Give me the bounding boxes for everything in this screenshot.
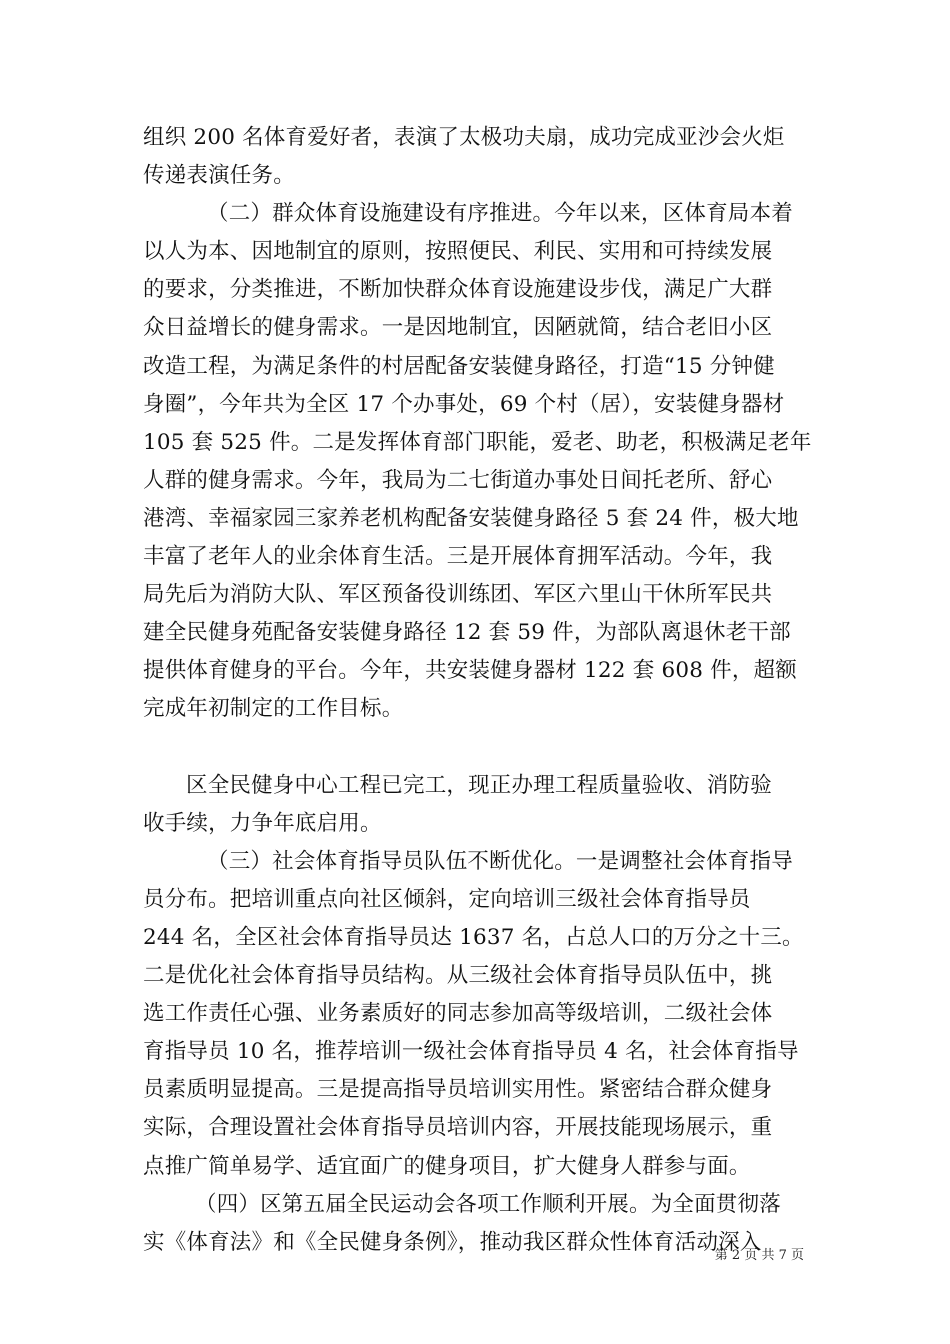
document-body bbox=[143, 119, 812, 1262]
text-line: 的要求，分类推进，不断加快群众体育设施建设步伐，满足广大群 bbox=[143, 277, 773, 303]
paragraph-3-fitness-center bbox=[143, 767, 809, 843]
text-line: 收手续，力争年底启用。 bbox=[143, 810, 382, 836]
text-line: 以人为本、因地制宜的原则，按照便民、利民、实用和可持续发展 bbox=[143, 239, 773, 265]
text-line: 身圈”，今年共为全区 17 个办事处，69 个村（居），安装健身器材 bbox=[143, 391, 785, 417]
text-line: 丰富了老年人的业余体育生活。三是开展体育拥军活动。今年，我 bbox=[143, 544, 773, 570]
section-heading-line: （四）区第五届全民运动会各项工作顺利开展。为全面贯彻落 bbox=[195, 1191, 781, 1217]
text-line: 组织 200 名体育爱好者，表演了太极功夫扇，成功完成亚沙会火炬 bbox=[143, 125, 785, 150]
text-line: 提供体育健身的平台。今年，共安装健身器材 122 套 608 件，超额 bbox=[143, 658, 797, 684]
text-line: 港湾、幸福家园三家养老机构配备安装健身路径 5 套 24 件，极大地 bbox=[143, 505, 799, 531]
section-heading-line: （二）群众体育设施建设有序推进。今年以来，区体育局本着 bbox=[207, 201, 793, 227]
text-line: 人群的健身需求。今年，我局为二七街道办事处日间托老所、舒心 bbox=[143, 467, 773, 493]
text-line: 员分布。把培训重点向社区倾斜，定向培训三级社会体育指导员 bbox=[143, 886, 751, 912]
text-line: 育指导员 10 名，推荐培训一级社会体育指导员 4 名，社会体育指导 bbox=[143, 1039, 799, 1065]
text-line: 改造工程，为满足条件的村居配备安装健身路径，打造“15 分钟健 bbox=[143, 353, 775, 379]
text-line: 区全民健身中心工程已完工，现正办理工程质量验收、消防验 bbox=[186, 772, 772, 798]
text-line: 二是优化社会体育指导员结构。从三级社会体育指导员队伍中，挑 bbox=[143, 963, 773, 989]
text-line: 选工作责任心强、业务素质好的同志参加高等级培训，二级社会体 bbox=[143, 1001, 773, 1027]
text-line: 建全民健身苑配备安装健身路径 12 套 59 件，为部队离退休老干部 bbox=[143, 620, 791, 646]
paragraph-5-games bbox=[143, 1186, 809, 1262]
page-number: 第 2 页 共 7 页 bbox=[714, 1248, 804, 1263]
text-line: 实《体育法》和《全民健身条例》，推动我区群众性体育活动深入 bbox=[143, 1229, 762, 1255]
text-line: 完成年初制定的工作目标。 bbox=[143, 696, 404, 722]
paragraph-2-facilities bbox=[143, 195, 812, 766]
text-line: 105 套 525 件。二是发挥体育部门职能，爱老、助老，积极满足老年 bbox=[143, 429, 812, 455]
text-line: 局先后为消防大队、军区预备役训练团、军区六里山干休所军民共 bbox=[143, 582, 773, 608]
text-line: 众日益增长的健身需求。一是因地制宜，因陋就简，结合老旧小区 bbox=[143, 315, 773, 341]
text-line: 员素质明显提高。三是提高指导员培训实用性。紧密结合群众健身 bbox=[143, 1077, 773, 1103]
text-line: 244 名，全区社会体育指导员达 1637 名，占总人口的万分之十三。 bbox=[143, 924, 804, 950]
text-line: 实际，合理设置社会体育指导员培训内容，开展技能现场展示，重 bbox=[143, 1115, 773, 1141]
paragraph-1 bbox=[143, 119, 809, 195]
section-heading-line: （三）社会体育指导员队伍不断优化。一是调整社会体育指导 bbox=[207, 848, 793, 874]
text-line: 传递表演任务。 bbox=[143, 163, 295, 189]
text-line bbox=[143, 729, 809, 767]
text-line: 点推广简单易学、适宜面广的健身项目，扩大健身人群参与面。 bbox=[143, 1153, 751, 1179]
paragraph-4-instructors bbox=[143, 843, 809, 1186]
